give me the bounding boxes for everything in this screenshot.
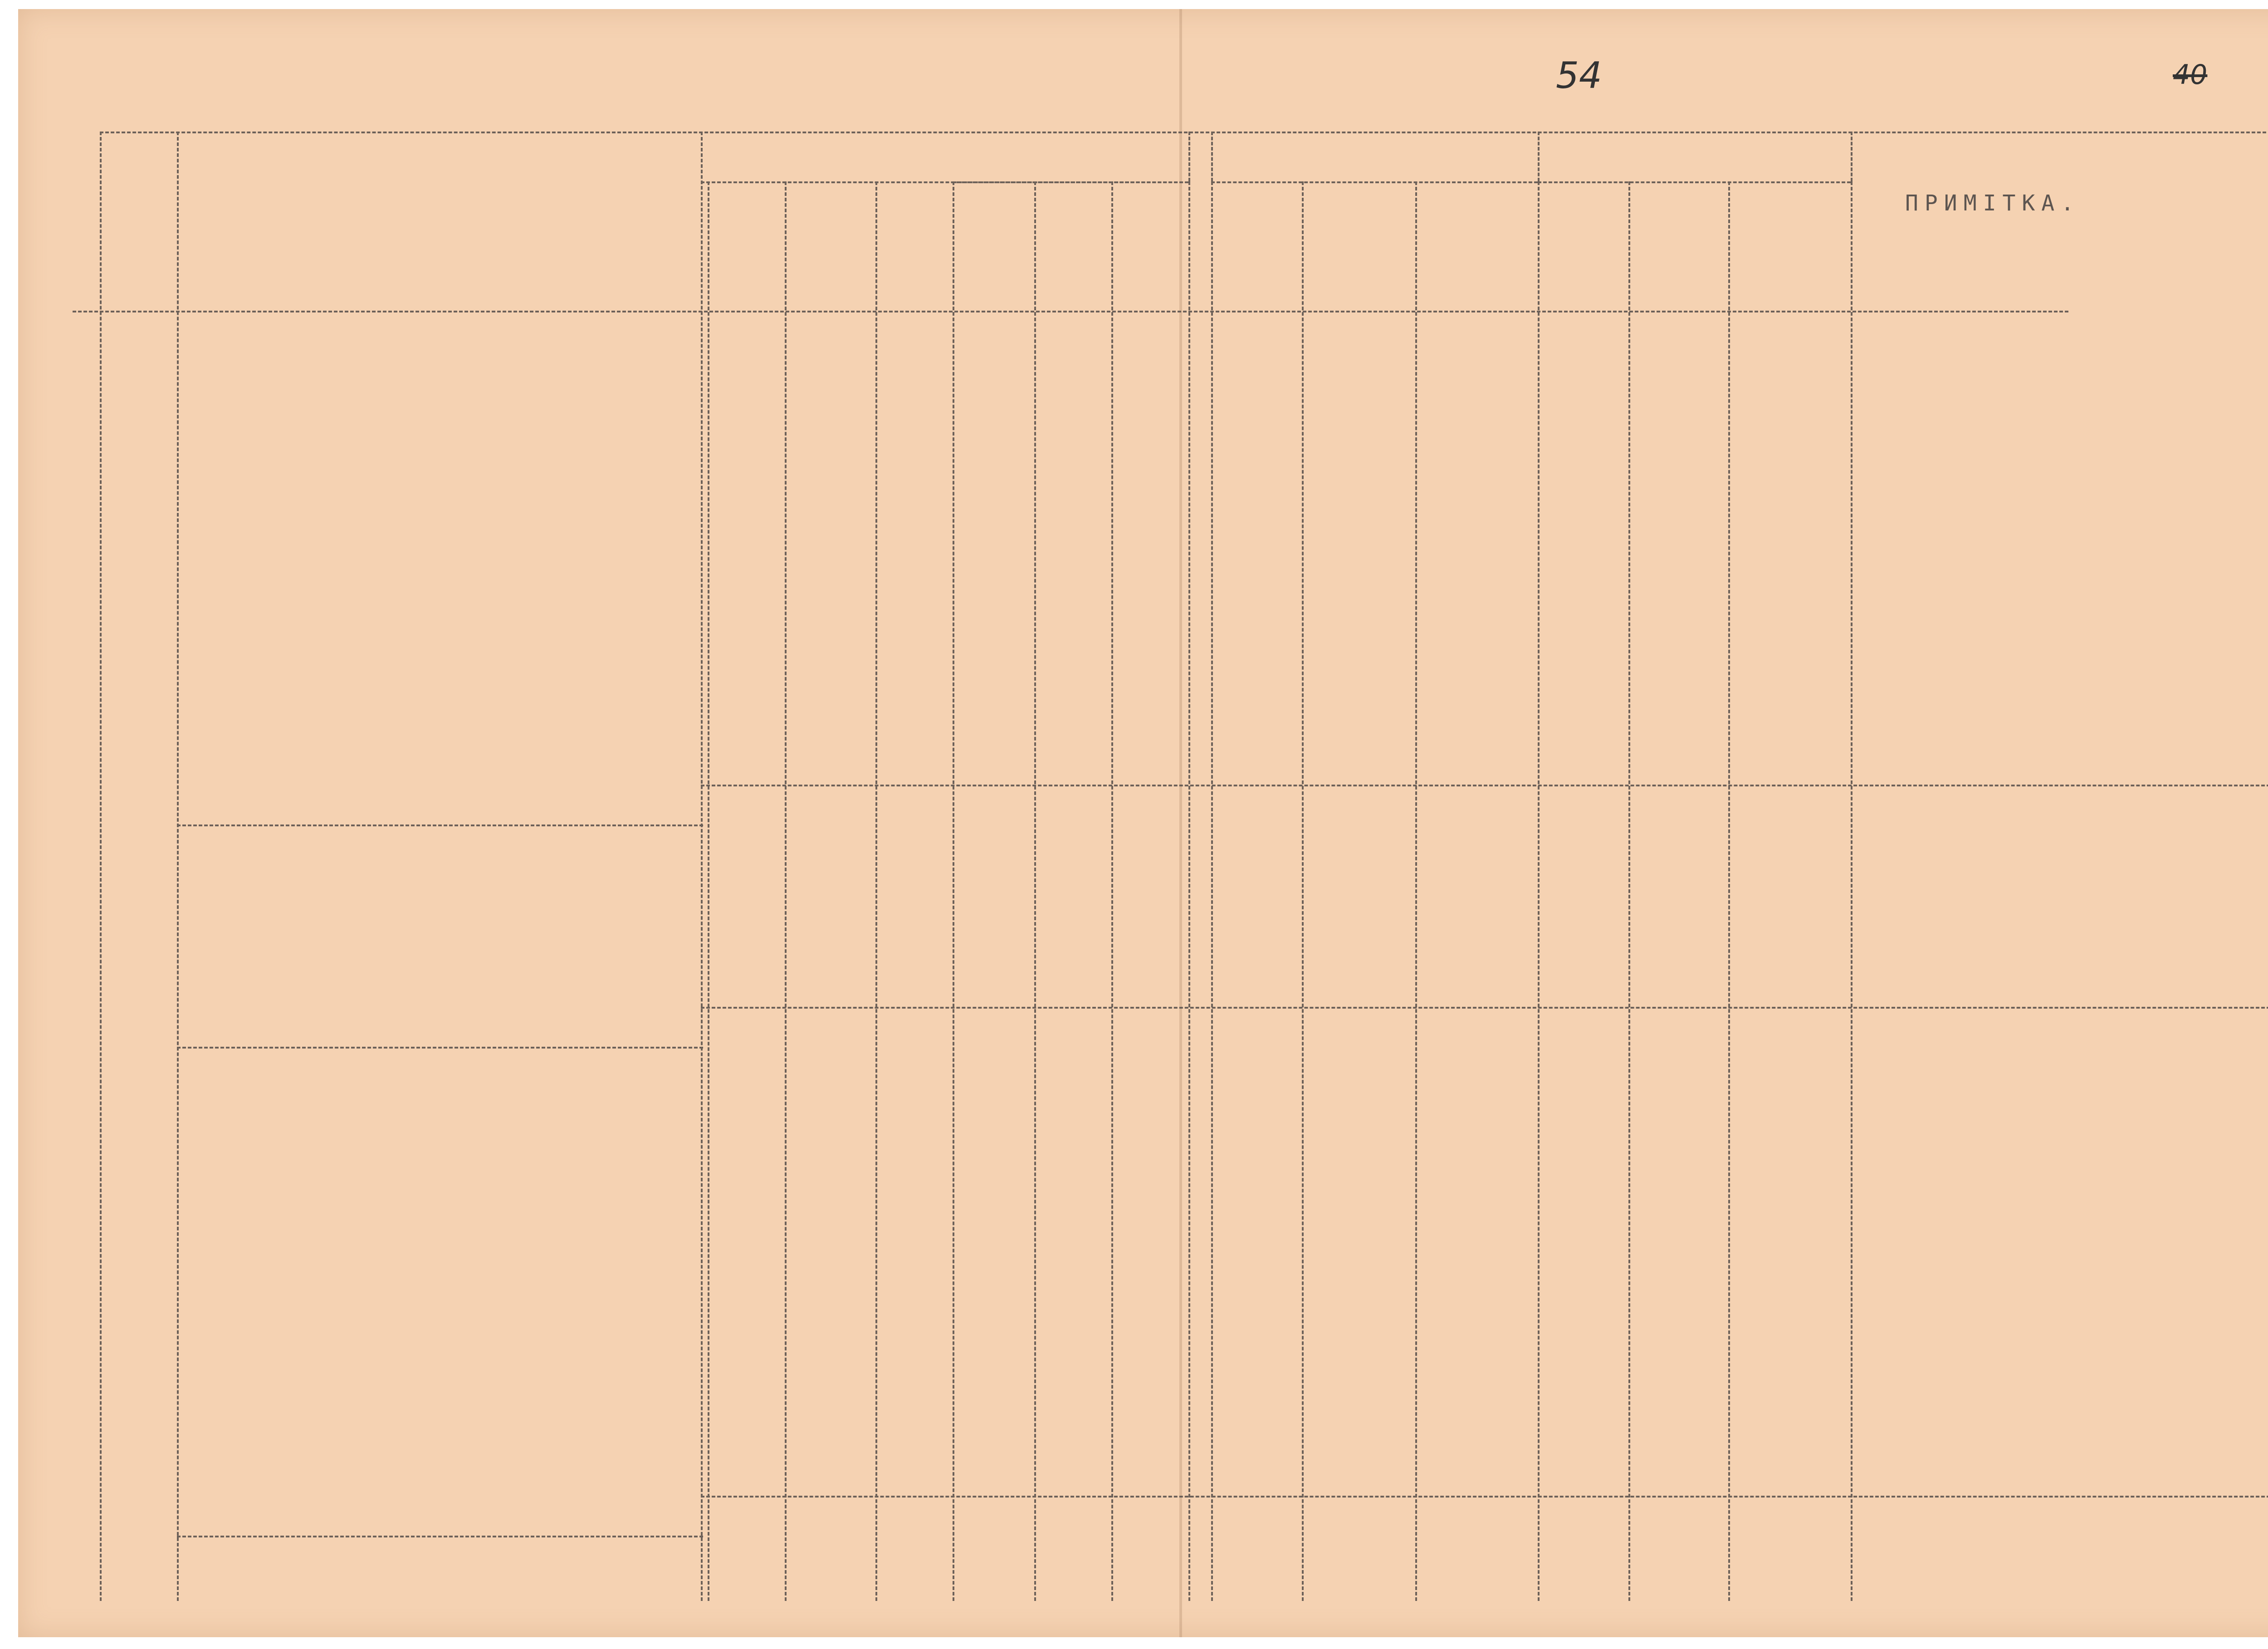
table-top-rule [100,132,2268,133]
total-rule [701,785,2268,786]
district-underline [1538,181,1851,183]
district-underline [953,181,1188,183]
column-rule [1211,181,1213,1601]
column-rule [1415,181,1417,1601]
column-rule [701,132,703,1601]
column-rule [875,181,877,1601]
column-rule [1302,181,1304,1601]
column-rule [1628,181,1630,1601]
total-rule [701,1007,2268,1009]
column-rule [785,181,787,1601]
column-rule [1188,181,1190,1601]
group-rule [177,1047,703,1049]
column-rule [100,132,102,1601]
page-number: 54 [1556,54,1602,97]
column-rule [953,181,954,1601]
header-bottom-rule [73,311,2068,312]
district-rule [1211,132,1213,181]
document-sheet [18,9,2268,1637]
column-rule [1728,181,1730,1601]
note-header: ПРИМІТКА. [1905,190,2081,216]
old-page-number: 40 [2173,59,2208,91]
column-rule [1111,181,1113,1601]
column-rule [1851,181,1853,1601]
column-rule [177,132,179,1601]
group-rule [177,1536,703,1537]
district-underline [1211,181,1538,183]
group-rule [177,824,703,826]
district-rule [1188,132,1190,181]
column-rule [1538,181,1540,1601]
district-rule [1851,132,1853,181]
total-rule [701,1496,2268,1498]
column-rule [708,181,709,1601]
column-rule [1034,181,1036,1601]
page-fold [1179,9,1182,1637]
district-rule [1538,132,1540,181]
